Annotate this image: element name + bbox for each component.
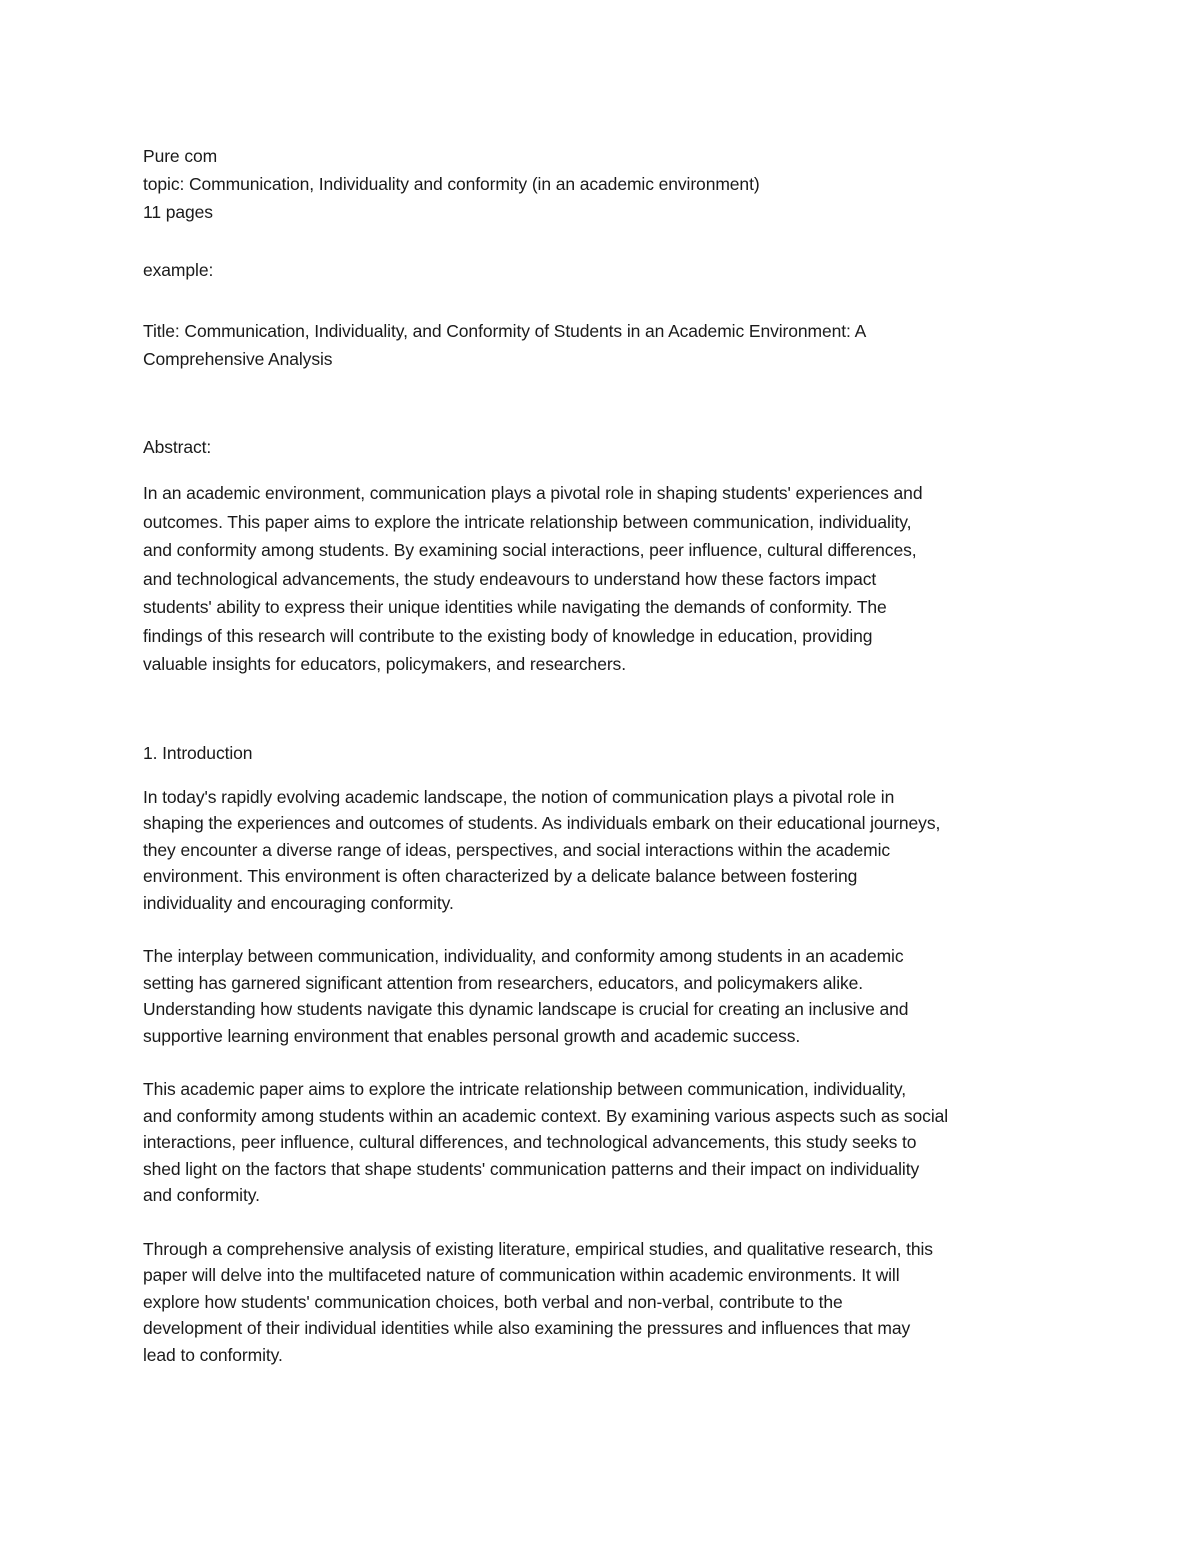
- paragraph-line: supportive learning environment that enables personal growth and academic success.: [143, 1025, 801, 1046]
- spacer: [143, 916, 1073, 943]
- abstract-line: students' ability to express their unique identities while navigating the demands of conformity. The: [143, 597, 887, 617]
- spacer: [143, 1209, 1073, 1236]
- header-pages-line: 11 pages: [143, 202, 213, 222]
- example-label: example:: [143, 260, 214, 280]
- spacer: [143, 768, 1073, 784]
- paragraph-line: lead to conformity.: [143, 1344, 283, 1365]
- paragraph-line: setting has garnered significant attention from researchers, educators, and policymakers alike.: [143, 972, 864, 993]
- paragraph-line: shaping the experiences and outcomes of students. As individuals embark on their educational journeys,: [143, 813, 941, 833]
- abstract-line: In an academic environment, communication plays a pivotal role in shaping students' experiences and: [143, 483, 923, 503]
- spacer: [143, 374, 1073, 434]
- paragraph-line: The interplay between communication, individuality, and conformity among students in an academic: [143, 946, 904, 966]
- spacer: [143, 678, 1073, 740]
- abstract-line: valuable insights for educators, policymakers, and researchers.: [143, 654, 626, 674]
- introduction-paragraph-1: [143, 784, 1073, 917]
- paragraph-line: shed light on the factors that shape students' communication patterns and their impact on individuality: [143, 1158, 920, 1179]
- paragraph-line: interactions, peer influence, cultural differences, and technological advancements, this study seeks to: [143, 1132, 917, 1152]
- paragraph-line: they encounter a diverse range of ideas, perspectives, and social interactions within the academic: [143, 839, 891, 860]
- abstract-line: and technological advancements, the study endeavours to understand how these factors impact: [143, 568, 877, 589]
- paragraph-line: development of their individual identities while also examining the pressures and influences that may: [143, 1318, 911, 1338]
- paragraph-line: and conformity.: [143, 1185, 260, 1205]
- abstract-line: findings of this research will contribute to the existing body of knowledge in education, providing: [143, 625, 873, 646]
- paragraph-line: and conformity among students within an academic context. By examining various aspects such as social: [143, 1105, 949, 1126]
- abstract-heading: Abstract:: [143, 437, 212, 457]
- title-line-1: Title: Communication, Individuality, and Conformity of Students in an Academic Environment: A: [143, 321, 867, 341]
- paragraph-line: Through a comprehensive analysis of existing literature, empirical studies, and qualitative research, this: [143, 1238, 933, 1259]
- abstract-line: outcomes. This paper aims to explore the intricate relationship between communication, individuality,: [143, 511, 912, 532]
- document-body: [143, 143, 1073, 1368]
- paragraph-line: explore how students' communication choices, both verbal and non-verbal, contribute to the: [143, 1291, 843, 1312]
- introduction-paragraph-2: [143, 943, 1073, 1049]
- introduction-paragraph-4: [143, 1236, 1073, 1369]
- spacer: [143, 1049, 1073, 1076]
- header-line-1: Pure com: [143, 146, 218, 166]
- spacer: [143, 285, 1073, 318]
- title-line-2: Comprehensive Analysis: [143, 349, 333, 369]
- paragraph-line: Understanding how students navigate this dynamic landscape is crucial for creating an inclusive and: [143, 999, 909, 1019]
- spacer: [143, 462, 1073, 480]
- paragraph-line: individuality and encouraging conformity.: [143, 892, 454, 913]
- header-topic-line: topic: Communication, Individuality and conformity (in an academic environment): [143, 174, 760, 194]
- paragraph-line: This academic paper aims to explore the intricate relationship between communication, individuality,: [143, 1079, 906, 1099]
- abstract-paragraph: [143, 480, 1073, 678]
- introduction-paragraph-3: [143, 1076, 1073, 1209]
- paragraph-line: In today's rapidly evolving academic landscape, the notion of communication plays a pivotal role in: [143, 786, 895, 807]
- paragraph-line: paper will delve into the multifaceted nature of communication within academic environments. It will: [143, 1265, 900, 1285]
- introduction-heading: 1. Introduction: [143, 742, 253, 763]
- spacer: [143, 227, 1073, 257]
- paragraph-line: environment. This environment is often characterized by a delicate balance between fostering: [143, 866, 858, 886]
- abstract-line: and conformity among students. By examining social interactions, peer influence, cultural differences,: [143, 540, 917, 560]
